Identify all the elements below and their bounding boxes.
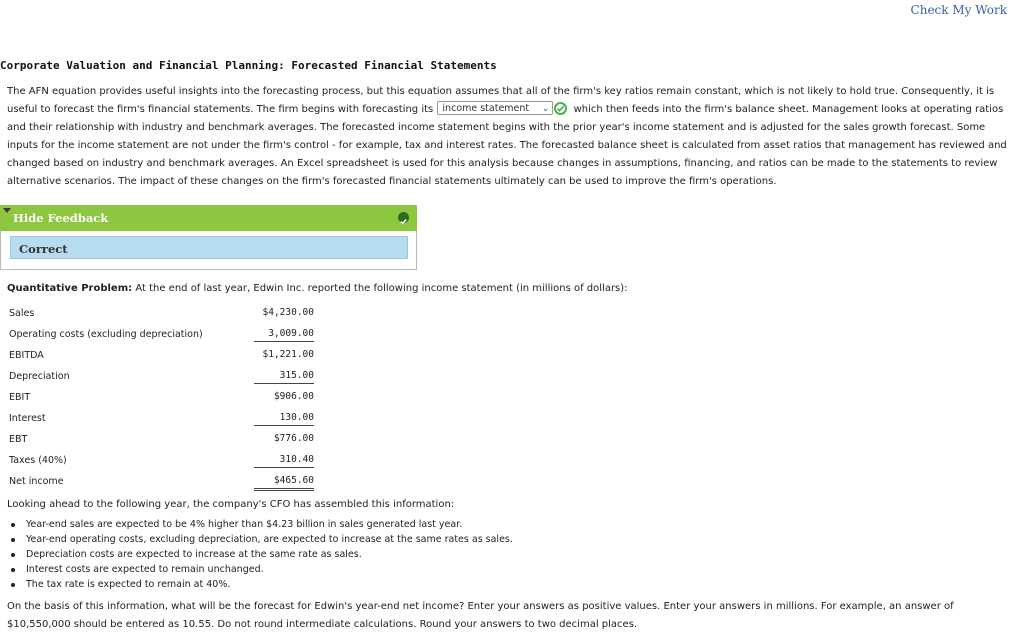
income-value: 310.40: [254, 454, 314, 468]
income-label: EBIT: [9, 392, 31, 403]
income-label: EBITDA: [9, 350, 44, 361]
income-label: Net income: [9, 476, 64, 487]
list-item: Year-end operating costs, excluding depreciation, are expected to increase at the same rates as sales.: [8, 532, 513, 547]
intro-text-1: The AFN equation provides useful insights into the forecasting process, but this equation assumes that all of the firm's key ratios remain constant, which is not likely to hold true. Consequently, it is useful to forecast the firm's financial statements. The firm begins with forecasting its: [7, 86, 995, 115]
question-text: On the basis of this information, what will be the forecast for Edwin's year-end net income? Enter your answers as positive values. Enter your answers in millions. For example, an answer of $10,550,000 should be entered as 10.55. Do not round intermediate calculations. Round your answers to two decimal places.: [7, 601, 954, 630]
correct-message: [10, 236, 408, 259]
intro-paragraph: [7, 83, 1017, 191]
chevron-down-icon: ⌄: [541, 104, 550, 114]
income-label: Interest: [9, 413, 46, 424]
looking-ahead-text: Looking ahead to the following year, the company's CFO has assembled this information:: [7, 499, 455, 510]
income-label: Sales: [9, 308, 35, 319]
income-row-interest: [9, 413, 314, 434]
income-label: Taxes (40%): [9, 455, 67, 466]
income-label: Operating costs (excluding depreciation): [9, 329, 203, 340]
income-value: $1,221.00: [262, 349, 314, 360]
feedback-panel: [0, 231, 417, 270]
income-row-taxes: [9, 455, 314, 476]
list-item: Depreciation costs are expected to increase at the same rate as sales.: [8, 547, 513, 562]
section-title: Corporate Valuation and Financial Planning: Forecasted Financial Statements: [0, 59, 497, 72]
quant-text: At the end of last year, Edwin Inc. reported the following income statement (in millions of dollars):: [132, 283, 628, 294]
income-row-ebitda: [9, 350, 314, 371]
check-circle-icon: [554, 102, 567, 115]
income-label: Depreciation: [9, 371, 70, 382]
income-row-ebt: [9, 434, 314, 455]
income-row-net-income: [9, 476, 314, 497]
income-label: EBT: [9, 434, 28, 445]
income-value: $4,230.00: [262, 307, 314, 318]
list-item: Interest costs are expected to remain unchanged.: [8, 562, 513, 577]
income-row-depreciation: [9, 371, 314, 392]
quantitative-problem: [7, 283, 628, 294]
income-value: $906.00: [273, 391, 314, 402]
income-value: 315.00: [254, 370, 314, 384]
list-item: Year-end sales are expected to be 4% higher than $4.23 billion in sales generated last year.: [8, 517, 513, 532]
income-value: $465.60: [254, 475, 314, 491]
statement-select-value: income statement: [442, 103, 530, 114]
feedback-check-icon: [398, 212, 409, 223]
income-value: $776.00: [273, 433, 314, 444]
income-value: 130.00: [254, 412, 314, 426]
correct-text: Correct: [19, 242, 68, 256]
feedback-toggle[interactable]: [0, 205, 417, 231]
income-value: 3,009.00: [254, 328, 314, 342]
intro-text-2: which then feeds into the firm's balance sheet. Management looks at operating ratios and their relationship with industry and benchmark averages. The forecasted income statement begins with the prior year's income statement and is adjusted for the sales growth forecast. Some inputs for the income statement are not under the firm's control - for example, tax and interest rates. The forecasted balance sheet is calculated from asset ratios that management has reviewed and changed based on industry and benchmark averages. An Excel spreadsheet is used for this analysis because changes in assumptions, financing, and ratios can be made to the statements to review alternative scenarios. The impact of these changes on the firm's forecasted financial statements ultimately can be used to improve the firm's operations.: [7, 104, 1007, 187]
income-row-operating-costs: [9, 329, 314, 350]
check-my-work-link[interactable]: Check My Work: [910, 3, 1007, 17]
list-item: The tax rate is expected to remain at 40%.: [8, 577, 513, 592]
assumptions-list: [8, 517, 513, 592]
feedback-toggle-label: Hide Feedback: [13, 211, 109, 225]
quant-label: Quantitative Problem:: [7, 283, 133, 294]
triangle-down-icon: [3, 208, 11, 213]
statement-select[interactable]: [437, 101, 553, 115]
income-row-sales: [9, 308, 314, 329]
income-row-ebit: [9, 392, 314, 413]
